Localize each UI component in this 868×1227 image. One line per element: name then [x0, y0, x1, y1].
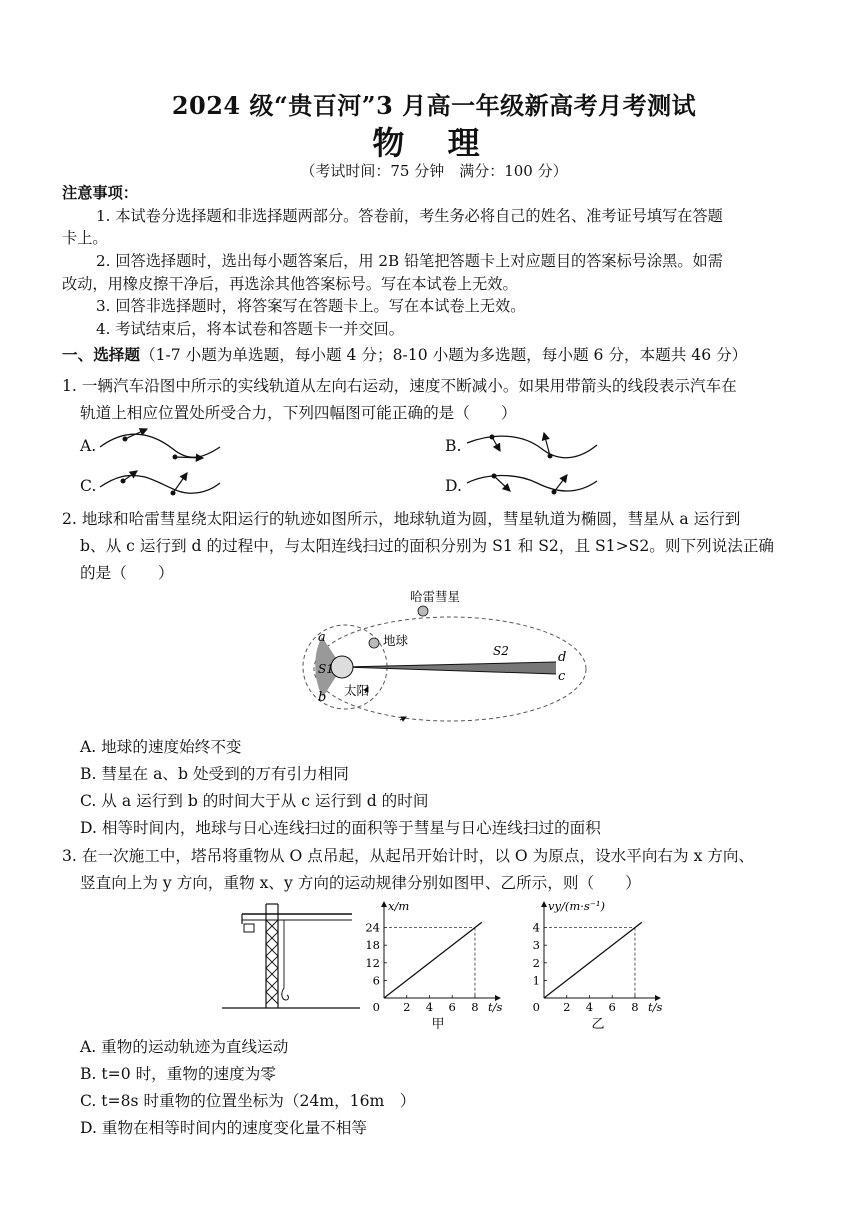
point-a: a	[318, 630, 326, 645]
q3-option-b: B. t=0 时，重物的速度为零	[80, 1065, 276, 1083]
x-tick-label: 6	[608, 1000, 616, 1014]
chart-jia	[362, 898, 512, 1033]
q3-line: 3. 在一次施工中，塔吊将重物从 O 点吊起，从起吊开始计时，以 O 为原点，设水平向右为 x 方向、	[62, 847, 755, 865]
q1-stem	[62, 373, 822, 427]
point-c: c	[558, 669, 566, 684]
earth-label: 地球	[383, 633, 409, 648]
point-b: b	[318, 690, 327, 705]
q2-option-b: B. 彗星在 a、b 处受到的万有引力相同	[80, 765, 349, 783]
q1-line: 1. 一辆汽车沿图中所示的实线轨道从左向右运动，速度不断减小。如果用带箭头的线段表示汽车在	[62, 377, 737, 395]
chart-caption: 甲	[431, 1017, 445, 1032]
sun-label: 太阳	[344, 683, 370, 698]
area-s1-label: S1	[318, 662, 334, 676]
series-line	[544, 922, 642, 998]
q2-line: b、从 c 运行到 d 的过程中，与太阳连线扫过的面积分别为 S1 和 S2，且 S1>S2。则下列说法正确	[80, 537, 775, 555]
area-s2-label: S2	[493, 644, 509, 658]
y-tick-label: 4	[532, 920, 540, 935]
q3-line: 竖直向上为 y 方向，重物 x、y 方向的运动规律分别如图甲、乙所示，则（ ）	[80, 874, 641, 892]
sun-circle	[331, 656, 353, 678]
y-tick-label: 6	[372, 973, 380, 988]
x-tick-label: 4	[425, 1000, 434, 1014]
y-tick-label: 24	[365, 920, 380, 935]
y-tick-label: 3	[532, 938, 540, 953]
q3-option-d: D. 重物在相等时间内的速度变化量不相等	[80, 1119, 367, 1137]
section-title: 一、选择题	[62, 345, 140, 364]
comet-label: 哈雷彗星	[410, 589, 461, 604]
q1-option-b: B.	[445, 437, 462, 455]
section-desc: （1-7 小题为单选题，每小题 4 分；8-10 小题为多选题，每小题 6 分，本题共 46 分）	[139, 346, 748, 364]
q1-option-d: D.	[445, 477, 462, 495]
q2-line: 2. 地球和哈雷彗星绕太阳运行的轨迹如图所示，地球轨道为圆，彗星轨道为椭圆，彗星从 a 运行到	[62, 510, 741, 528]
q2-option-c: C. 从 a 运行到 b 的时间大于从 c 运行到 d 的时间	[80, 792, 429, 810]
q2-line: 的是（ ）	[80, 564, 174, 582]
q3-stem	[62, 843, 822, 897]
x-tick-label: 6	[448, 1000, 456, 1014]
origin-label: 0	[532, 1000, 540, 1014]
series-line	[384, 922, 482, 998]
x-tick-label: 2	[403, 1000, 411, 1014]
q1-line: 轨道上相应位置处所受合力，下列四幅图可能正确的是（ ）	[80, 404, 517, 422]
q1-option-c: C.	[80, 477, 97, 495]
y-axis-label: vy/(m·s⁻¹)	[548, 899, 605, 913]
x-tick-label: 4	[585, 1000, 594, 1014]
notice-item: 3. 回答非选择题时，将答案写在答题卡上。写在本试卷上无效。	[96, 297, 526, 315]
q2-option-a: A. 地球的速度始终不变	[80, 738, 242, 756]
origin-label: 0	[372, 1000, 380, 1014]
point-d: d	[558, 650, 567, 665]
notice-item: 卡上。	[62, 229, 108, 247]
q2-stem	[62, 506, 822, 587]
q3-option-c: C. t=8s 时重物的位置坐标为（24m，16m ）	[80, 1092, 416, 1110]
q1-option-a: A.	[80, 437, 97, 455]
q3-option-a: A. 重物的运动轨迹为直线运动	[80, 1038, 289, 1056]
exam-meta: （考试时间：75 分钟 满分：100 分）	[300, 162, 568, 180]
y-tick-label: 18	[365, 938, 380, 953]
exam-title: 2024 级“贵百河”3 月高一年级新高考月考测试	[171, 91, 697, 120]
notice-item: 2. 回答选择题时，选出每小题答案后，用 2B 铅笔把答题卡上对应题目的答案标号涂黑。如需	[96, 252, 723, 270]
comet-circle	[418, 606, 428, 616]
x-tick-label: 2	[563, 1000, 571, 1014]
chart-yi	[522, 898, 672, 1033]
section-heading	[62, 344, 747, 366]
notice-heading: 注意事项：	[62, 184, 138, 202]
x-axis-label: t/s	[488, 1000, 503, 1014]
crane-figure	[222, 900, 362, 1012]
x-tick-label: 8	[631, 1000, 639, 1014]
q2-option-d: D. 相等时间内，地球与日心连线扫过的面积等于彗星与日心连线扫过的面积	[80, 819, 601, 837]
x-tick-label: 8	[471, 1000, 479, 1014]
y-axis-label: x/m	[388, 899, 410, 913]
notice-item: 1. 本试卷分选择题和非选择题两部分。答卷前，考生务必将自己的姓名、准考证号填写在答题	[96, 207, 723, 225]
q2-orbit-figure	[290, 585, 590, 730]
subject-title: 物 理	[372, 124, 496, 162]
q1-figure-c	[95, 463, 225, 507]
notice-item: 改动，用橡皮擦干净后，再选涂其他答案标号。写在本试卷上无效。	[62, 275, 518, 293]
y-tick-label: 2	[532, 955, 540, 970]
chart-caption: 乙	[591, 1017, 605, 1032]
y-tick-label: 12	[365, 955, 380, 970]
y-tick-label: 1	[532, 973, 540, 988]
earth-circle	[369, 638, 379, 648]
q1-figure-d	[462, 463, 602, 507]
x-axis-label: t/s	[648, 1000, 663, 1014]
notice-item: 4. 考试结束后，将本试卷和答题卡一并交回。	[96, 320, 404, 338]
